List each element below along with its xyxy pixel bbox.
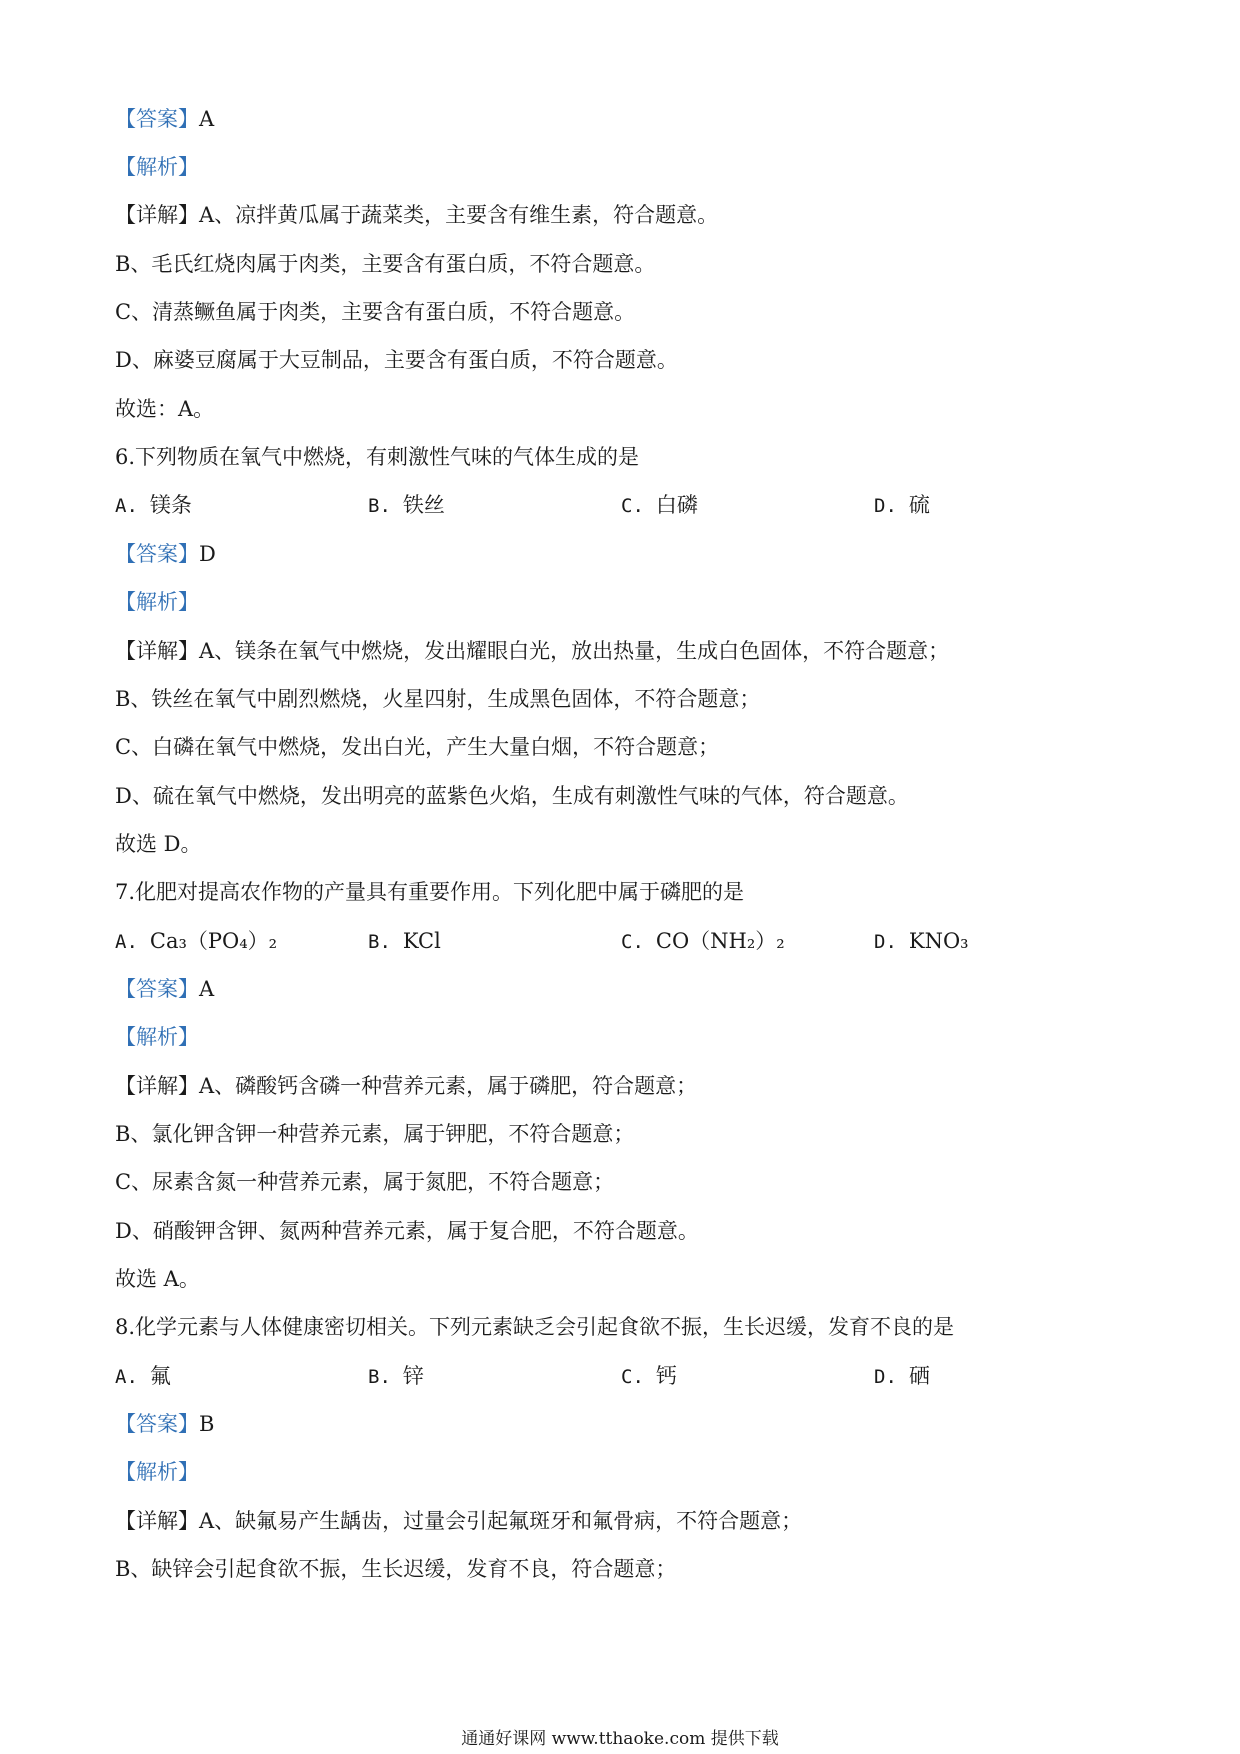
footer-text: 通通好课网 www.tthaoke.com 提供下载 (461, 1729, 779, 1749)
option-text: Ca₃（PO₄）₂ (149, 929, 278, 953)
q8-option-c[interactable] (621, 1362, 677, 1391)
option-key: A. (115, 1366, 138, 1388)
q7-option-a[interactable] (115, 927, 277, 956)
q7-detail-a-text: A、磷酸钙含磷一种营养元素，属于磷肥，符合题意； (199, 1074, 698, 1098)
option-text: KCl (402, 929, 441, 953)
q8-stem: 8.化学元素与人体健康密切相关。下列元素缺乏会引起食欲不振，生长迟缓，发育不良的是 (115, 1315, 955, 1339)
q6-option-d[interactable] (874, 491, 930, 520)
q5-analysis-line (115, 153, 199, 181)
q7-option-b[interactable] (368, 927, 441, 956)
q6-option-b[interactable] (368, 491, 445, 520)
q8-option-a[interactable] (115, 1362, 171, 1391)
q7-stem: 7.化肥对提高农作物的产量具有重要作用。下列化肥中属于磷肥的是 (115, 880, 745, 904)
q6-stem: 6.下列物质在氧气中燃烧，有刺激性气味的气体生成的是 (115, 445, 640, 469)
q8-analysis-line (115, 1458, 199, 1486)
detail-tag: 【详解】 (115, 203, 199, 227)
option-key: D. (874, 1366, 897, 1388)
q8-detail-b: B、缺锌会引起食欲不振，生长迟缓，发育不良，符合题意； (115, 1557, 677, 1581)
q7-option-c[interactable] (621, 927, 785, 956)
option-key: C. (621, 1366, 644, 1388)
detail-tag: 【详解】 (115, 1509, 199, 1533)
option-text: KNO₃ (908, 929, 969, 953)
option-key: A. (115, 931, 138, 953)
q8-detail-a (115, 1507, 802, 1535)
q7-detail-b: B、氯化钾含钾一种营养元素，属于钾肥，不符合题意； (115, 1122, 635, 1146)
q7-detail-c: C、尿素含氮一种营养元素，属于氮肥，不符合题意； (115, 1170, 615, 1194)
q8-answer-line (115, 1410, 214, 1438)
option-text: 氟 (149, 1364, 171, 1388)
option-text: 白磷 (655, 493, 698, 517)
q5-answer: A (199, 107, 215, 131)
q7-choose: 故选 A。 (115, 1267, 200, 1291)
option-key: B. (368, 931, 391, 953)
q7-analysis-line (115, 1023, 199, 1051)
q8-option-b[interactable] (368, 1362, 424, 1391)
q8-detail-a-text: A、缺氟易产生龋齿，过量会引起氟斑牙和氟骨病，不符合题意； (199, 1509, 803, 1533)
q8-option-d[interactable] (874, 1362, 930, 1391)
option-key: C. (621, 495, 644, 517)
q5-detail-c: C、清蒸鳜鱼属于肉类，主要含有蛋白质，不符合题意。 (115, 300, 636, 324)
q5-detail-b: B、毛氏红烧肉属于肉类，主要含有蛋白质，不符合题意。 (115, 252, 656, 276)
q6-detail-c: C、白磷在氧气中燃烧，发出白光，产生大量白烟，不符合题意； (115, 735, 720, 759)
analysis-tag: 【解析】 (115, 1025, 199, 1049)
detail-tag: 【详解】 (115, 639, 199, 663)
q7-answer: A (199, 977, 215, 1001)
option-text: 锌 (402, 1364, 424, 1388)
page-footer (0, 1728, 1240, 1750)
option-key: D. (874, 495, 897, 517)
q6-analysis-line (115, 588, 199, 616)
q5-choose: 故选：A。 (115, 397, 215, 421)
option-text: 镁条 (149, 493, 192, 517)
answer-tag: 【答案】 (115, 1412, 199, 1436)
q6-detail-a (115, 637, 949, 665)
analysis-tag: 【解析】 (115, 155, 199, 179)
q5-detail-a (115, 201, 718, 229)
option-key: C. (621, 931, 644, 953)
option-text: CO（NH₂）₂ (655, 929, 785, 953)
answer-tag: 【答案】 (115, 977, 199, 1001)
q6-detail-d: D、硫在氧气中燃烧，发出明亮的蓝紫色火焰，生成有刺激性气味的气体，符合题意。 (115, 784, 909, 808)
q6-choose: 故选 D。 (115, 832, 202, 856)
option-key: B. (368, 1366, 391, 1388)
option-key: D. (874, 931, 897, 953)
q6-answer-line (115, 540, 216, 568)
q7-answer-line (115, 975, 214, 1003)
answer-tag: 【答案】 (115, 107, 199, 131)
analysis-tag: 【解析】 (115, 590, 199, 614)
q7-options (115, 927, 1135, 955)
q6-answer: D (199, 542, 216, 566)
q8-answer: B (199, 1412, 215, 1436)
q5-detail-a-text: A、凉拌黄瓜属于蔬菜类，主要含有维生素，符合题意。 (199, 203, 719, 227)
q6-detail-a-text: A、镁条在氧气中燃烧，发出耀眼白光，放出热量，生成白色固体，不符合题意； (199, 639, 950, 663)
q7-detail-d: D、硝酸钾含钾、氮两种营养元素，属于复合肥，不符合题意。 (115, 1219, 699, 1243)
q6-option-a[interactable] (115, 491, 192, 520)
q6-options (115, 491, 1135, 519)
answer-tag: 【答案】 (115, 542, 199, 566)
q6-detail-b: B、铁丝在氧气中剧烈燃烧，火星四射，生成黑色固体，不符合题意； (115, 687, 761, 711)
option-text: 硒 (908, 1364, 930, 1388)
q6-option-c[interactable] (621, 491, 698, 520)
analysis-tag: 【解析】 (115, 1460, 199, 1484)
q8-options (115, 1362, 1135, 1390)
q7-option-d[interactable] (874, 927, 969, 956)
q5-detail-d: D、麻婆豆腐属于大豆制品，主要含有蛋白质，不符合题意。 (115, 348, 678, 372)
option-text: 硫 (908, 493, 930, 517)
option-key: A. (115, 495, 138, 517)
q7-detail-a (115, 1072, 697, 1100)
option-key: B. (368, 495, 391, 517)
q5-answer-line (115, 105, 214, 133)
option-text: 钙 (655, 1364, 677, 1388)
option-text: 铁丝 (402, 493, 445, 517)
detail-tag: 【详解】 (115, 1074, 199, 1098)
